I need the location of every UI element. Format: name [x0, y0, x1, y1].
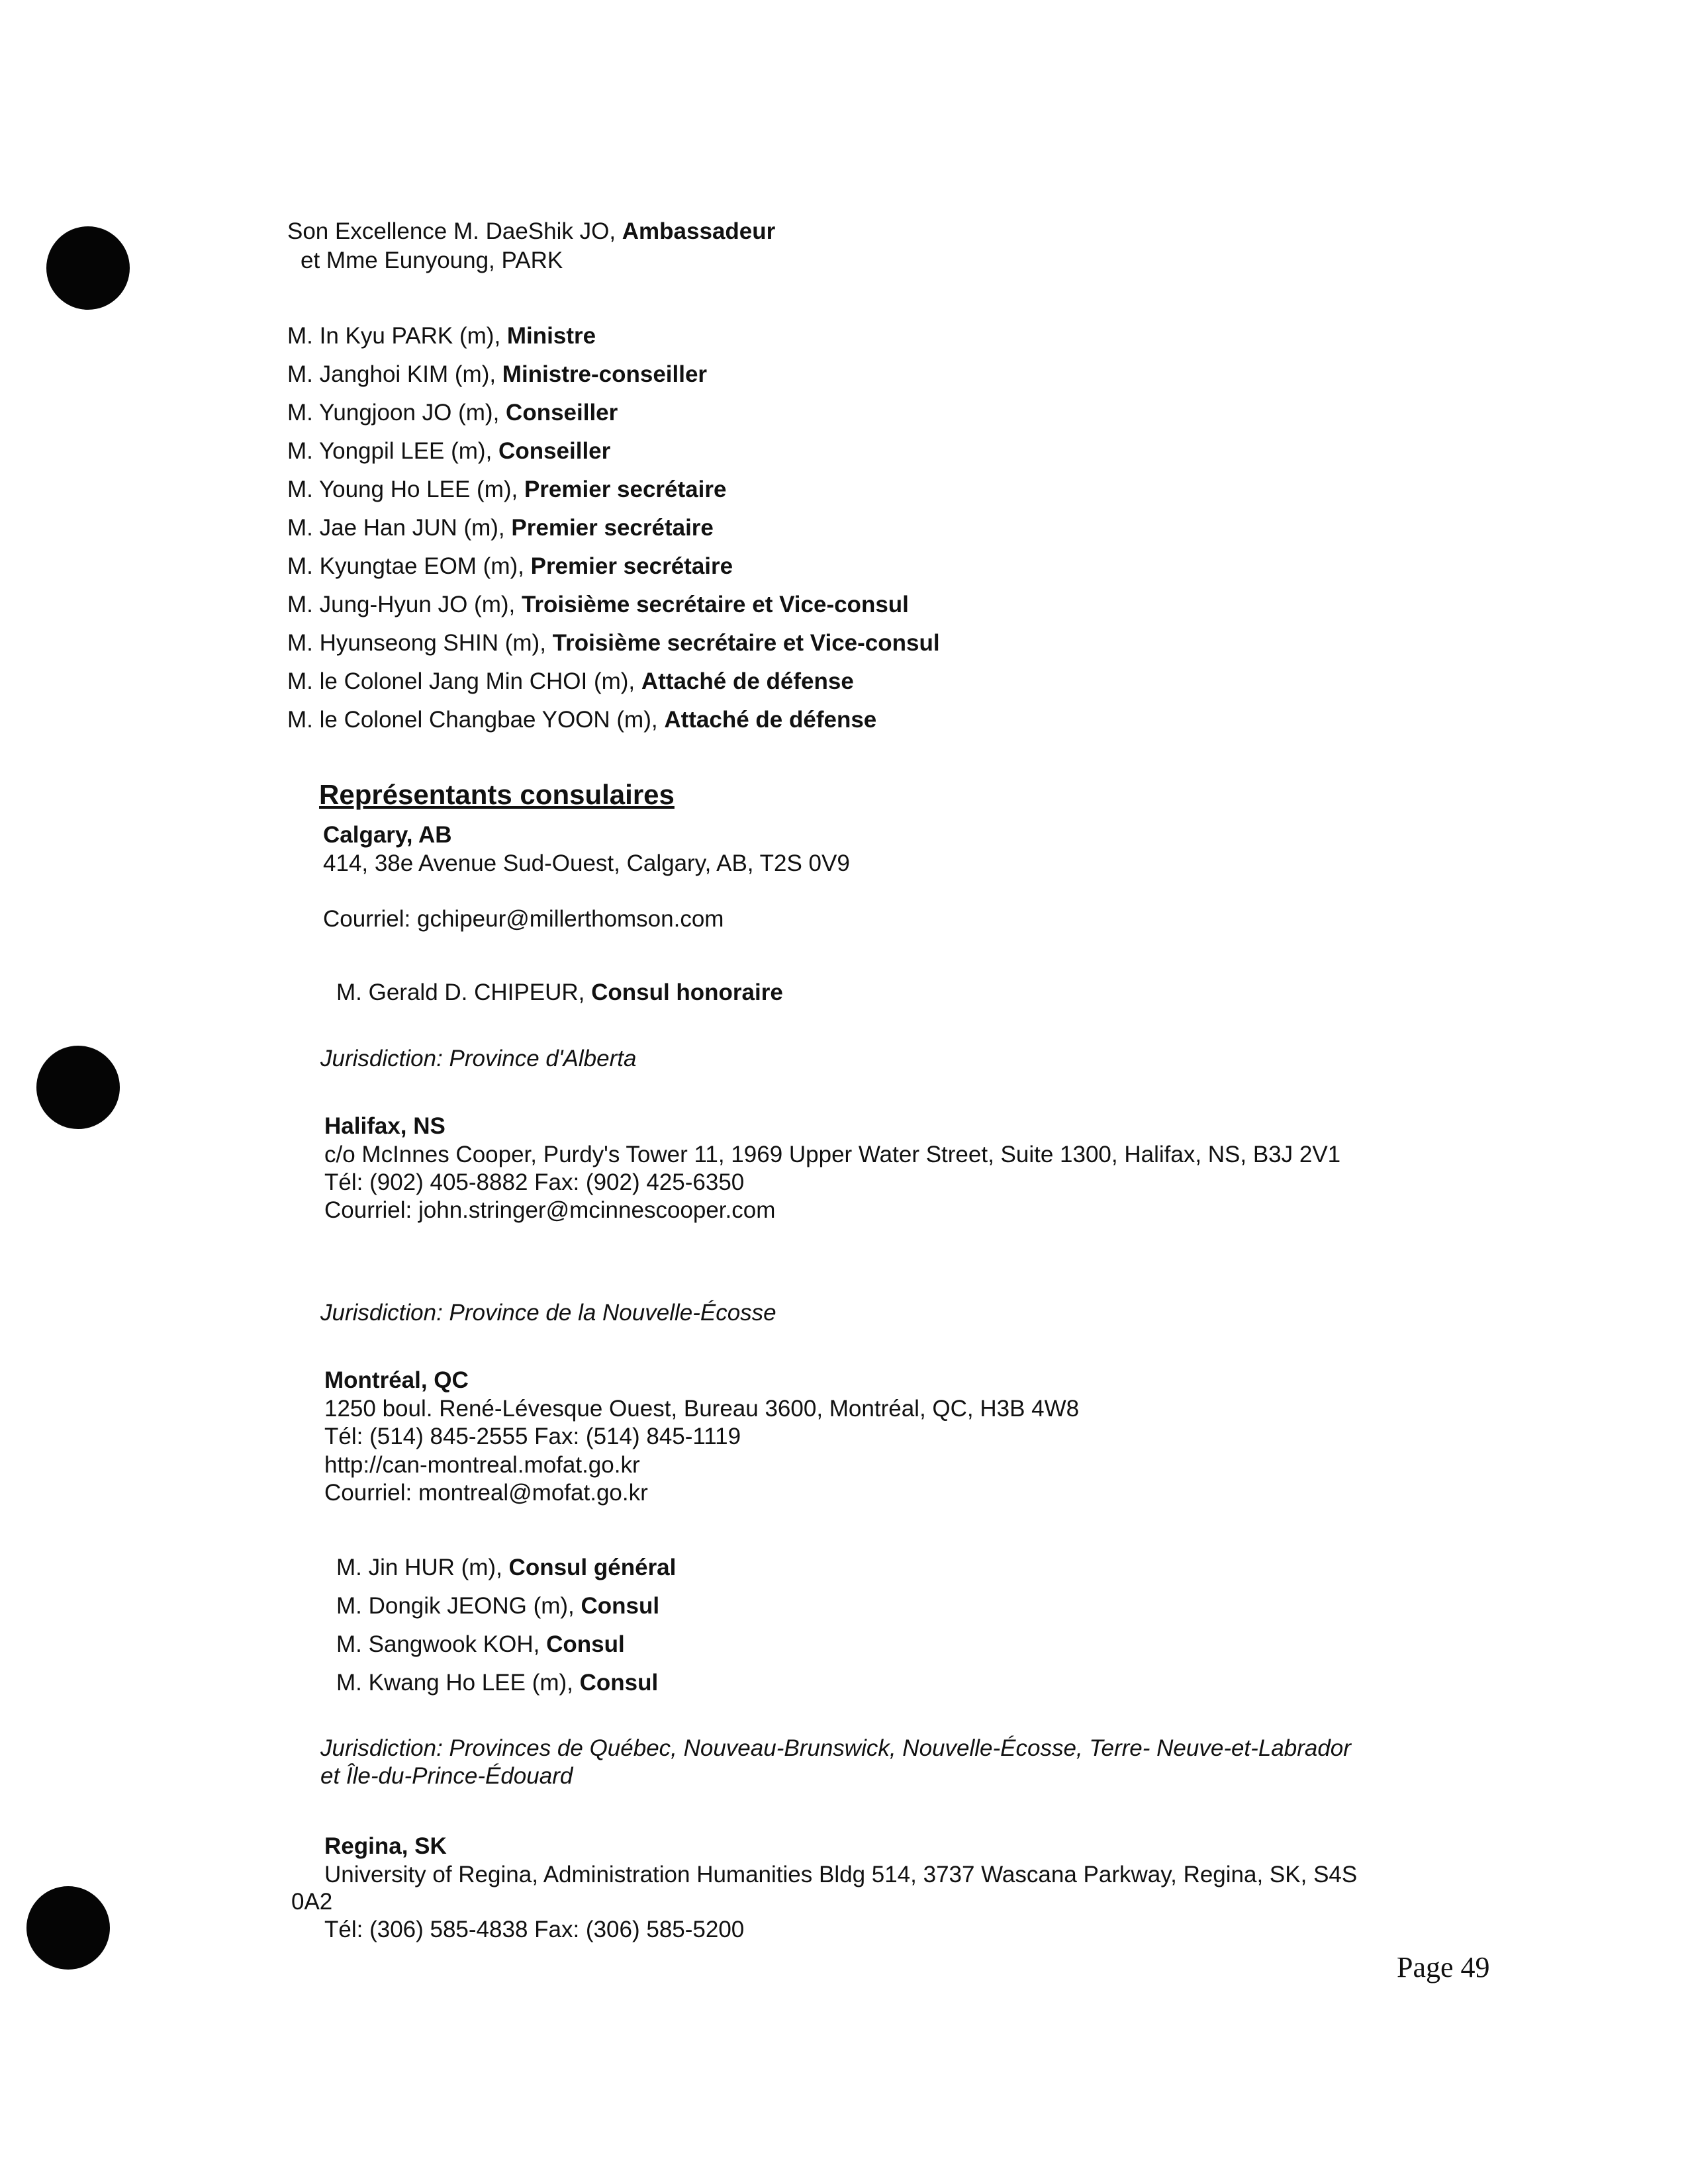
- consulate-address: c/o McInnes Cooper, Purdy's Tower 11, 1969 Upper Water Street, Suite 1300, Halifax, NS, B3J 2V1: [324, 1142, 1341, 1167]
- staff-line: M. Yungjoon JO (m), Conseiller: [287, 400, 618, 426]
- consulate-email: Courriel: john.stringer@mcinnescooper.com: [324, 1197, 776, 1223]
- consulate-city: Calgary, AB: [323, 822, 452, 848]
- consulate-phone: Tél: (514) 845-2555 Fax: (514) 845-1119: [324, 1424, 741, 1449]
- consul-line: M. Dongik JEONG (m), Consul: [336, 1593, 660, 1619]
- binder-hole: [36, 1046, 120, 1129]
- consulate-city: Halifax, NS: [324, 1113, 445, 1139]
- staff-line: M. Janghoi KIM (m), Ministre-conseiller: [287, 361, 708, 387]
- head-title: Ambassadeur: [622, 218, 776, 244]
- head-name: Son Excellence M. DaeShik JO,: [287, 218, 622, 244]
- consulate-phone: Tél: (306) 585-4838 Fax: (306) 585-5200: [324, 1917, 745, 1942]
- staff-line: M. Yongpil LEE (m), Conseiller: [287, 438, 611, 464]
- staff-line: M. le Colonel Jang Min CHOI (m), Attaché de défense: [287, 668, 854, 694]
- staff-line: M. Jung-Hyun JO (m), Troisième secrétaire et Vice-consul: [287, 592, 909, 617]
- consulate-email: Courriel: montreal@mofat.go.kr: [324, 1480, 648, 1506]
- consulate-address-continued: 0A2: [291, 1889, 333, 1915]
- staff-line: M. Kyungtae EOM (m), Premier secrétaire: [287, 553, 733, 579]
- consulate-city: Regina, SK: [324, 1833, 447, 1859]
- head-of-mission: [287, 217, 775, 246]
- consul-line: M. Kwang Ho LEE (m), Consul: [336, 1670, 659, 1696]
- consulate-website: http://can-montreal.mofat.go.kr: [324, 1452, 640, 1478]
- page-number: Page 49: [1397, 1951, 1490, 1983]
- staff-line: M. Young Ho LEE (m), Premier secrétaire: [287, 477, 727, 502]
- consul-line: M. Gerald D. CHIPEUR, Consul honoraire: [336, 979, 783, 1005]
- jurisdiction-continued: et Île-du-Prince-Édouard: [320, 1763, 573, 1789]
- jurisdiction: Jurisdiction: Provinces de Québec, Nouveau-Brunswick, Nouvelle-Écosse, Terre- Neuve-et-Labrador: [320, 1735, 1351, 1761]
- staff-line: M. Jae Han JUN (m), Premier secrétaire: [287, 515, 714, 541]
- consul-line: M. Jin HUR (m), Consul général: [336, 1555, 677, 1580]
- section-heading: Représentants consulaires: [319, 779, 675, 810]
- jurisdiction: Jurisdiction: Province de la Nouvelle-Écosse: [320, 1300, 776, 1326]
- binder-hole: [46, 226, 130, 310]
- staff-line: M. Hyunseong SHIN (m), Troisième secrétaire et Vice-consul: [287, 630, 940, 656]
- consulate-address: 1250 boul. René-Lévesque Ouest, Bureau 3600, Montréal, QC, H3B 4W8: [324, 1396, 1080, 1422]
- consulate-address: 414, 38e Avenue Sud-Ouest, Calgary, AB, T2S 0V9: [323, 850, 850, 876]
- staff-line: M. le Colonel Changbae YOON (m), Attaché de défense: [287, 707, 877, 733]
- binder-hole: [26, 1886, 110, 1970]
- consulate-city: Montréal, QC: [324, 1367, 469, 1393]
- staff-line: M. In Kyu PARK (m), Ministre: [287, 323, 596, 349]
- consulate-address: University of Regina, Administration Humanities Bldg 514, 3737 Wascana Parkway, Regina, SK, S4S: [324, 1862, 1358, 1888]
- consulate-email: Courriel: gchipeur@millerthomson.com: [323, 906, 724, 932]
- consul-line: M. Sangwook KOH, Consul: [336, 1631, 625, 1657]
- consulate-phone: Tél: (902) 405-8882 Fax: (902) 425-6350: [324, 1169, 745, 1195]
- jurisdiction: Jurisdiction: Province d'Alberta: [320, 1046, 637, 1071]
- head-spouse: et Mme Eunyoung, PARK: [301, 248, 563, 273]
